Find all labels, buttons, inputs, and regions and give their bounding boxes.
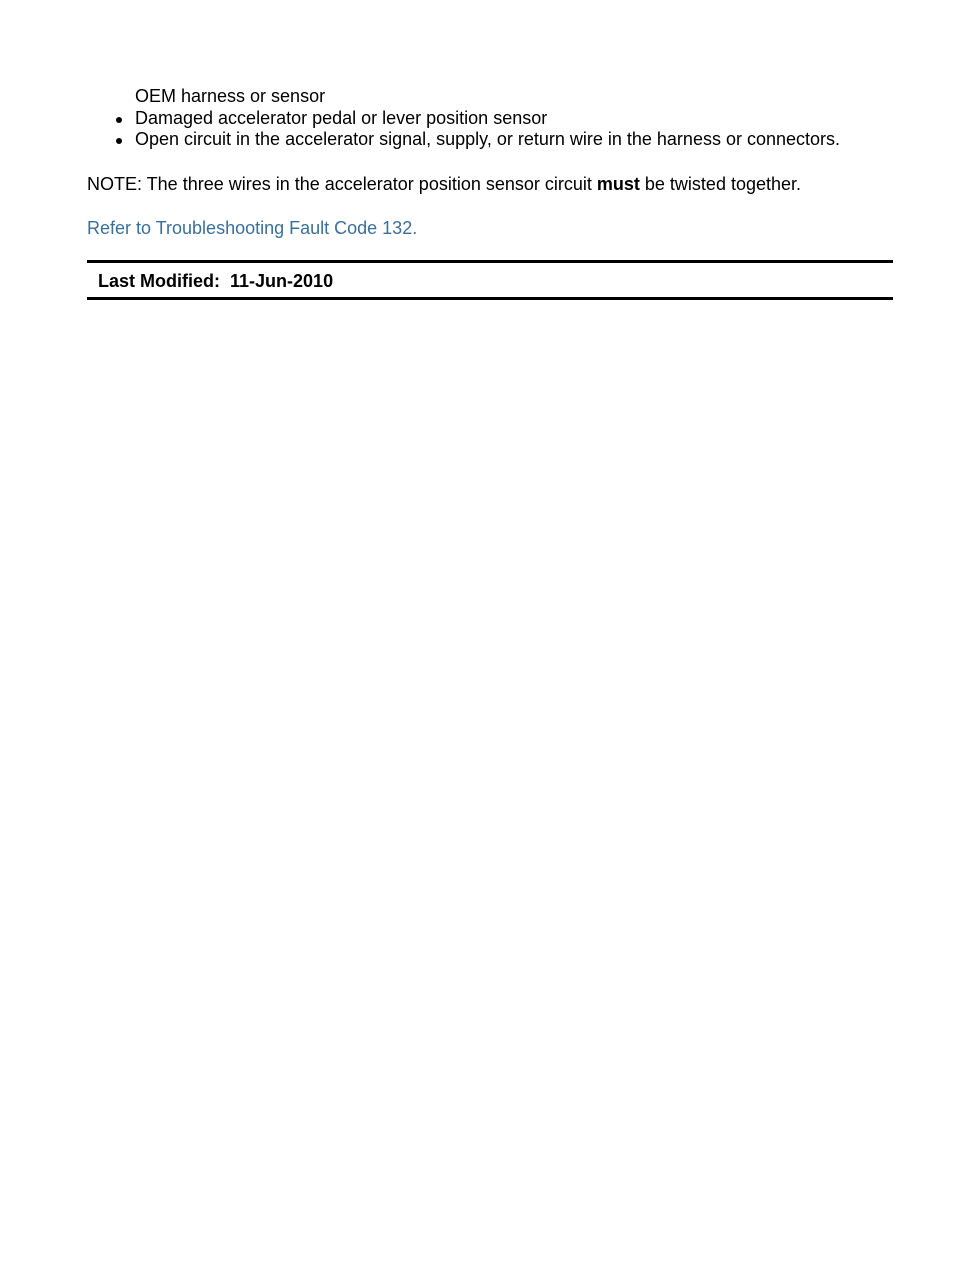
- fault-code-reference-link[interactable]: Refer to Troubleshooting Fault Code 132.: [87, 218, 418, 238]
- note-paragraph: [87, 173, 801, 195]
- bullet-icon: [116, 138, 122, 144]
- cause-list: [87, 86, 907, 151]
- last-modified-label: Last Modified:: [98, 271, 220, 291]
- list-item-continuation: [87, 86, 907, 108]
- list-item: [87, 129, 907, 151]
- list-item: [87, 108, 907, 130]
- bullet-icon: [116, 117, 122, 123]
- note-emphasis: must: [596, 174, 640, 194]
- list-item-text: Open circuit in the accelerator signal, supply, or return wire in the harness or connectors.: [135, 129, 841, 149]
- last-modified-date: 11-Jun-2010: [230, 271, 334, 291]
- note-text-before: NOTE: The three wires in the accelerator position sensor circuit: [87, 174, 597, 194]
- last-modified-footer: [87, 260, 893, 300]
- list-item-text: OEM harness or sensor: [135, 86, 326, 106]
- list-item-text: Damaged accelerator pedal or lever position sensor: [135, 107, 548, 128]
- note-text-after: be twisted together.: [639, 174, 802, 194]
- last-modified-text: [98, 270, 333, 292]
